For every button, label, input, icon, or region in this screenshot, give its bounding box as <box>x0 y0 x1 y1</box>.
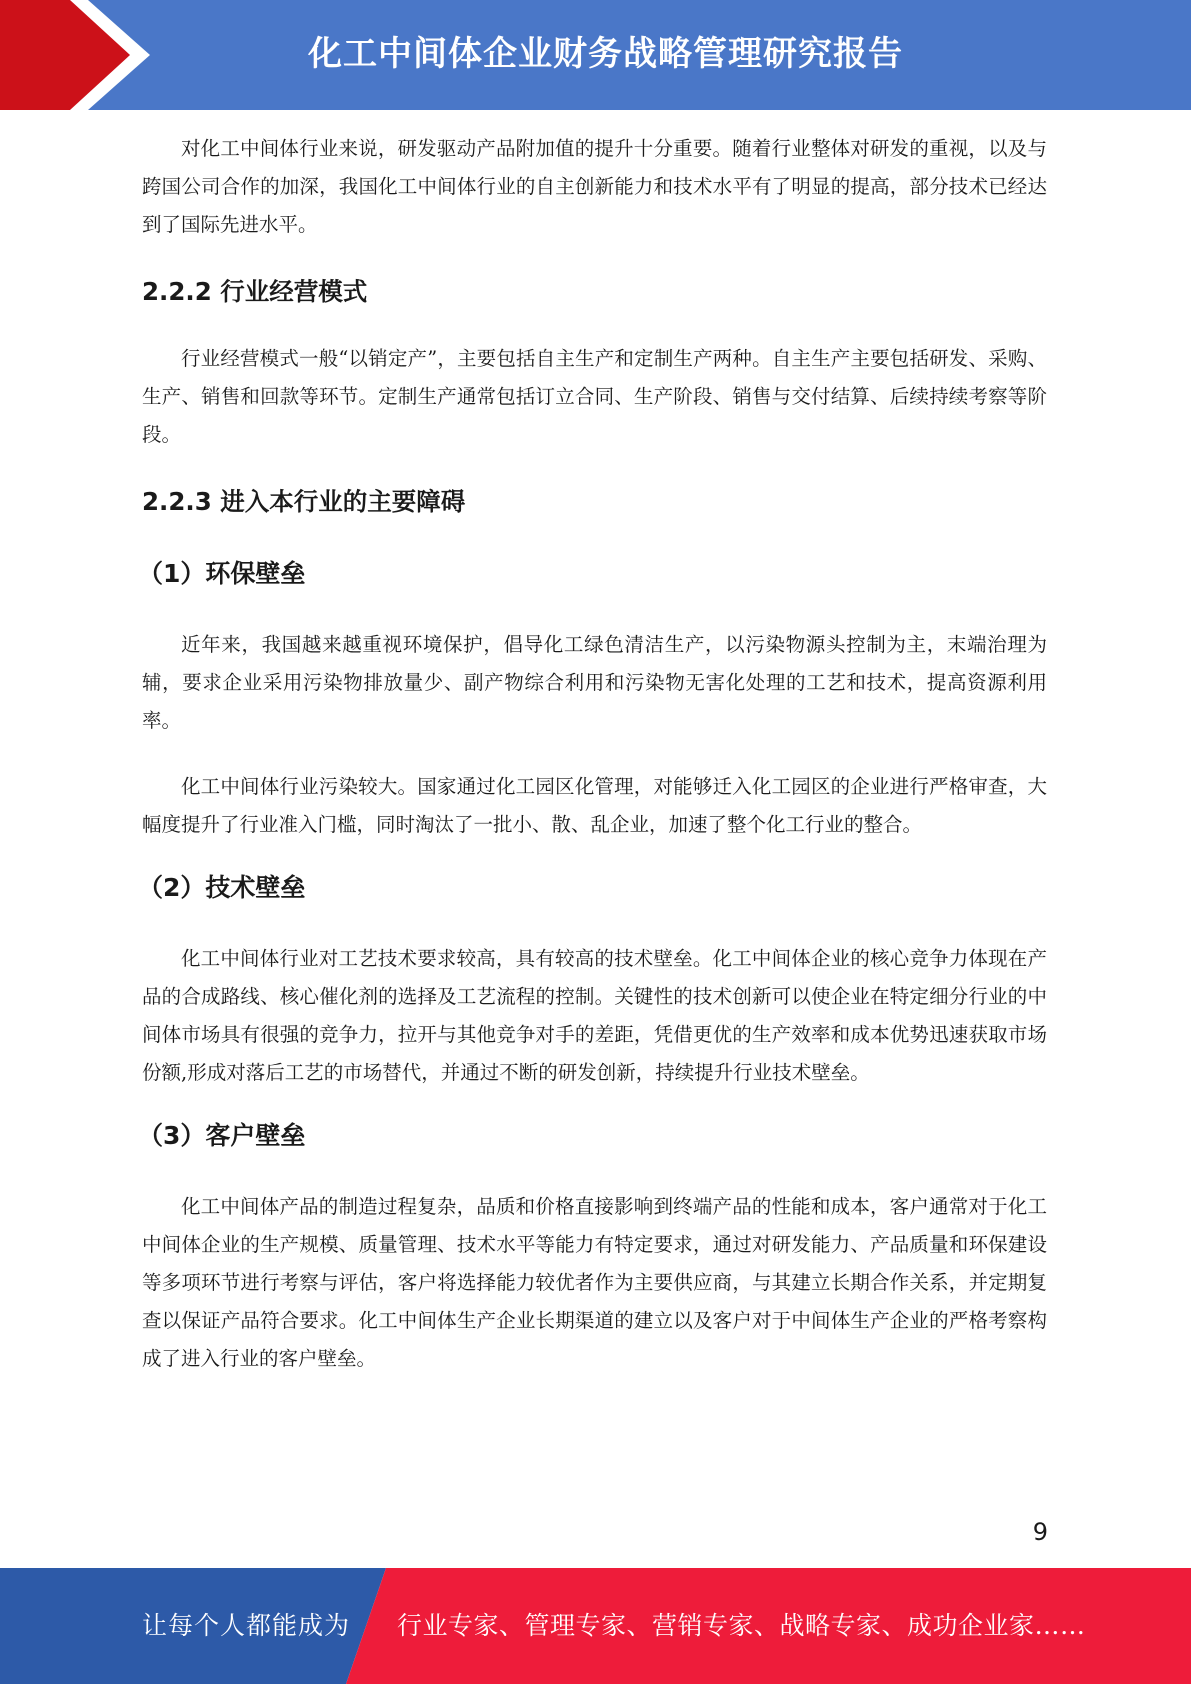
page-header <box>0 0 1191 110</box>
subheading-technical-barrier: （2）技术壁垒 <box>138 873 306 902</box>
business-model-paragraph: 行业经营模式一般“以销定产”，主要包括自主生产和定制生产两种。自主生产主要包括研发、采购、生产、销售和回款等环节。定制生产通常包括订立合同、生产阶段、销售与交付结算、后续持续考察等阶段。 <box>142 347 1047 446</box>
customer-barrier-paragraph: 化工中间体产品的制造过程复杂，品质和价格直接影响到终端产品的性能和成本，客户通常对于化工中间体企业的生产规模、质量管理、技术水平等能力有特定要求，通过对研发能力、产品质量和环保建设等多项环节进行考察与评估，客户将选择能力较优者作为主要供应商，与其建立长期合作关系，并定期复查以保证产品符合要求。化工中间体生产企业长期渠道的建立以及客户对于中间体生产企业的严格考察构成了进入行业的客户壁垒。 <box>142 1195 1047 1370</box>
page-number: 9 <box>1032 1518 1048 1546</box>
section-heading-2-2-3: 2.2.3 进入本行业的主要障碍 <box>142 487 466 516</box>
environmental-barrier-paragraph-1: 近年来，我国越来越重视环境保护，倡导化工绿色清洁生产，以污染物源头控制为主，末端治理为辅，要求企业采用污染物排放量少、副产物综合利用和污染物无害化处理的工艺和技术，提高资源利用率。 <box>142 633 1047 732</box>
footer-slogan-right: 行业专家、管理专家、营销专家、战略专家、成功企业家…… <box>397 1611 1086 1640</box>
technical-barrier-paragraph: 化工中间体行业对工艺技术要求较高，具有较高的技术壁垒。化工中间体企业的核心竞争力体现在产品的合成路线、核心催化剂的选择及工艺流程的控制。关键性的技术创新可以使企业在特定细分行业的中间体市场具有很强的竞争力，拉开与其他竞争对手的差距，凭借更优的生产效率和成本优势迅速获取市场份额,形成对落后工艺的市场替代，并通过不断的研发创新，持续提升行业技术壁垒。 <box>142 947 1047 1084</box>
environmental-barrier-paragraph-2: 化工中间体行业污染较大。国家通过化工园区化管理，对能够迁入化工园区的企业进行严格审查，大幅度提升了行业准入门槛，同时淘汰了一批小、散、乱企业，加速了整个化工行业的整合。 <box>142 775 1047 836</box>
report-title: 化工中间体企业财务战略管理研究报告 <box>308 34 903 74</box>
intro-paragraph: 对化工中间体行业来说，研发驱动产品附加值的提升十分重要。随着行业整体对研发的重视，以及与跨国公司合作的加深，我国化工中间体行业的自主创新能力和技术水平有了明显的提高，部分技术已经达到了国际先进水平。 <box>142 137 1047 236</box>
page-footer <box>0 1568 1191 1684</box>
footer-slogan-left: 让每个人都能成为 <box>142 1611 351 1640</box>
document-body <box>138 130 1047 1406</box>
subheading-customer-barrier: （3）客户壁垒 <box>138 1121 306 1150</box>
subheading-environmental-barrier: （1）环保壁垒 <box>138 559 306 588</box>
section-heading-2-2-2: 2.2.2 行业经营模式 <box>142 277 368 306</box>
